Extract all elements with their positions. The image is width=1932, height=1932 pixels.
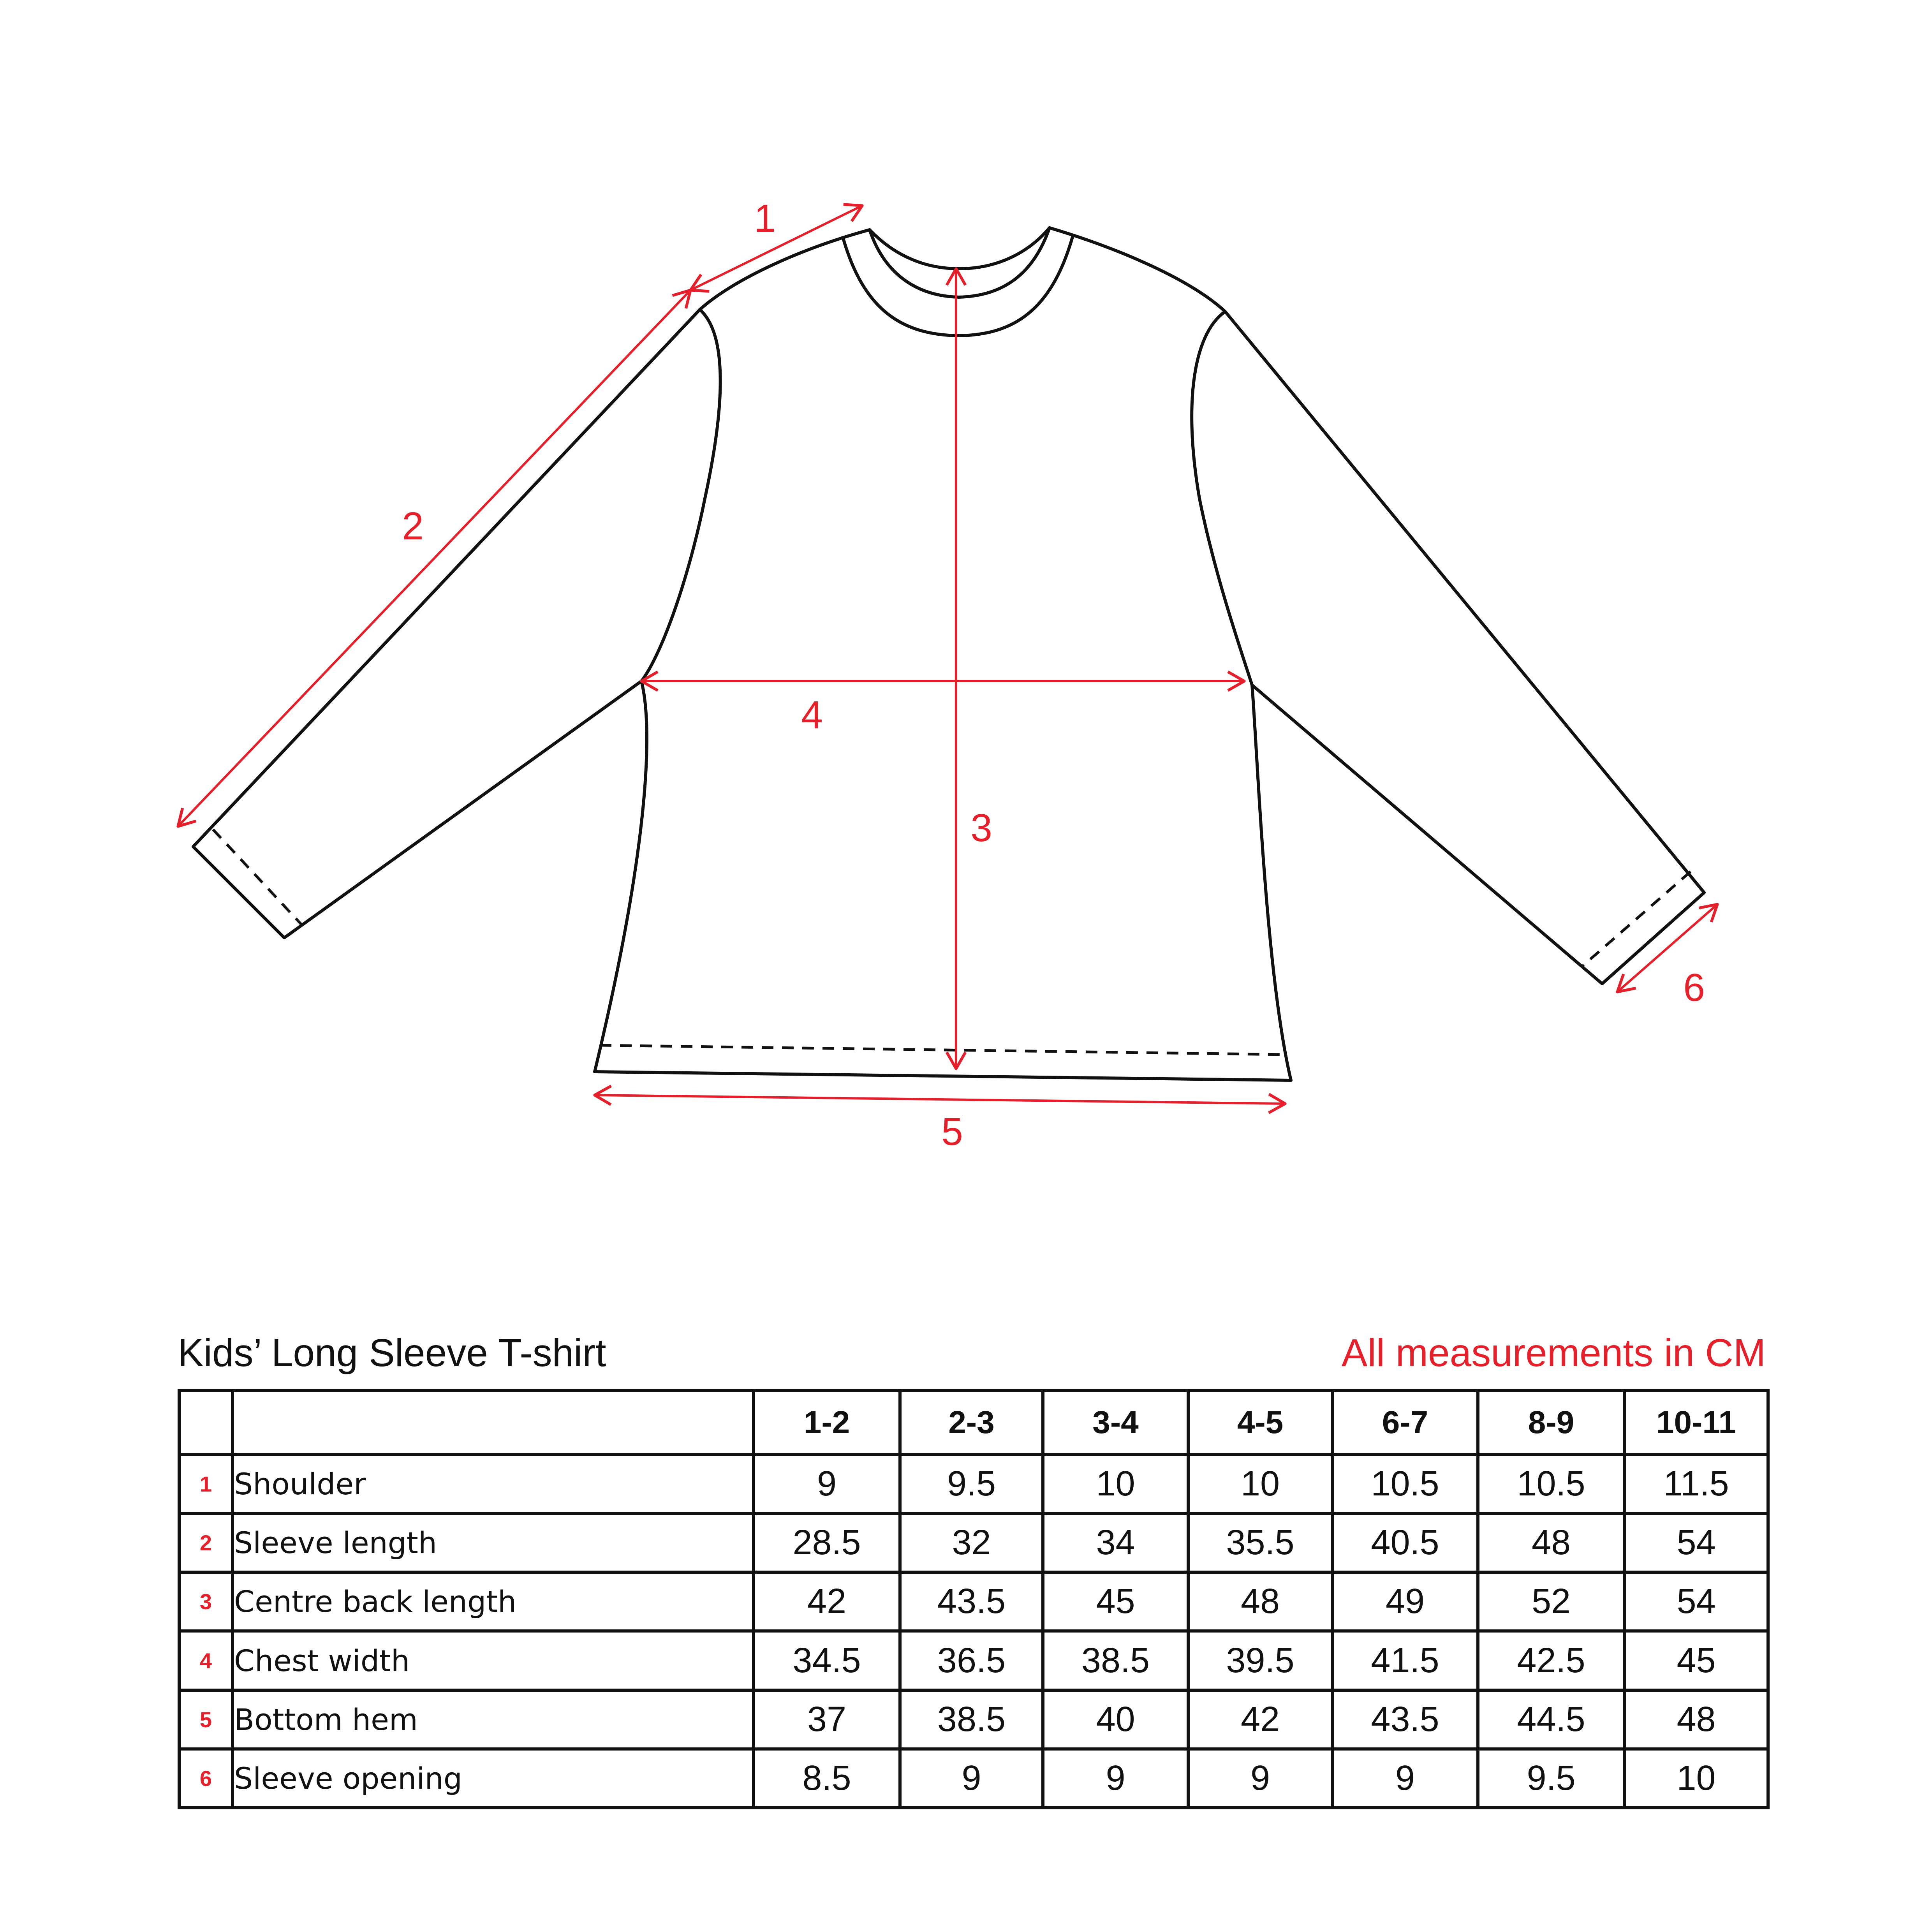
measurement-cell: 54 xyxy=(1624,1572,1768,1631)
size-header: 2-3 xyxy=(900,1390,1043,1455)
left-sleeve-outer xyxy=(193,310,700,938)
table-title: Kids’ Long Sleeve T-shirt xyxy=(178,1331,606,1375)
hem-stitch xyxy=(600,1045,1285,1055)
marker-6: 6 xyxy=(1683,966,1705,1009)
row-label: Chest width xyxy=(232,1631,754,1690)
table-row xyxy=(179,1690,1768,1749)
measurement-cell: 40.5 xyxy=(1332,1513,1478,1572)
tshirt-outline xyxy=(193,228,1704,1080)
measurement-cell: 10 xyxy=(1624,1749,1768,1808)
row-label: Shoulder xyxy=(232,1455,754,1513)
table-row xyxy=(179,1513,1768,1572)
right-sleeve-outer xyxy=(1225,312,1704,984)
measurement-cell: 32 xyxy=(900,1513,1043,1572)
measurement-cell: 39.5 xyxy=(1188,1631,1332,1690)
header-index-cell xyxy=(179,1390,232,1455)
measurement-cell: 42 xyxy=(1188,1690,1332,1749)
measurement-cell: 9.5 xyxy=(900,1455,1043,1513)
neckline-inner xyxy=(870,228,1050,297)
measurement-cell: 9 xyxy=(1043,1749,1188,1808)
measurement-cell: 10.5 xyxy=(1332,1455,1478,1513)
measurement-cell: 9 xyxy=(900,1749,1043,1808)
measurement-cell: 10 xyxy=(1188,1455,1332,1513)
hem-line xyxy=(595,1072,1291,1080)
measurement-cell: 41.5 xyxy=(1332,1631,1478,1690)
measurement-cell: 11.5 xyxy=(1624,1455,1768,1513)
table-row xyxy=(179,1631,1768,1690)
marker-1: 1 xyxy=(754,197,776,240)
measurement-cell: 43.5 xyxy=(1332,1690,1478,1749)
row-label: Centre back length xyxy=(232,1572,754,1631)
row-index: 3 xyxy=(179,1572,232,1631)
measurement-cell: 38.5 xyxy=(900,1690,1043,1749)
marker-2: 2 xyxy=(402,504,424,548)
size-header: 8-9 xyxy=(1478,1390,1624,1455)
measurement-cell: 38.5 xyxy=(1043,1631,1188,1690)
row-label: Sleeve opening xyxy=(232,1749,754,1808)
measurement-cell: 42 xyxy=(754,1572,900,1631)
measurement-lines xyxy=(178,206,1717,1104)
left-body-side xyxy=(595,681,647,1072)
size-header: 4-5 xyxy=(1188,1390,1332,1455)
measurement-cell: 28.5 xyxy=(754,1513,900,1572)
measurement-cell: 43.5 xyxy=(900,1572,1043,1631)
measurement-cell: 34.5 xyxy=(754,1631,900,1690)
size-header: 3-4 xyxy=(1043,1390,1188,1455)
measurement-cell: 9 xyxy=(754,1455,900,1513)
row-index: 4 xyxy=(179,1631,232,1690)
table-row xyxy=(179,1572,1768,1631)
size-header: 10-11 xyxy=(1624,1390,1768,1455)
row-label: Bottom hem xyxy=(232,1690,754,1749)
measurement-cell: 9 xyxy=(1332,1749,1478,1808)
table-row xyxy=(179,1455,1768,1513)
measurement-cell: 9 xyxy=(1188,1749,1332,1808)
measurement-cell: 54 xyxy=(1624,1513,1768,1572)
marker-3: 3 xyxy=(970,806,992,850)
measurement-cell: 42.5 xyxy=(1478,1631,1624,1690)
measurement-cell: 45 xyxy=(1624,1631,1768,1690)
header-row xyxy=(179,1390,1768,1455)
measurement-cell: 37 xyxy=(754,1690,900,1749)
header-label-cell xyxy=(232,1390,754,1455)
right-body-side xyxy=(1252,685,1291,1080)
measurement-cell: 10 xyxy=(1043,1455,1188,1513)
row-index: 2 xyxy=(179,1513,232,1572)
neck-inner-top xyxy=(870,228,1050,269)
size-chart-table xyxy=(178,1389,1770,1809)
measurement-cell: 48 xyxy=(1478,1513,1624,1572)
measurement-cell: 10.5 xyxy=(1478,1455,1624,1513)
size-header: 1-2 xyxy=(754,1390,900,1455)
measurement-cell: 9.5 xyxy=(1478,1749,1624,1808)
measurement-cell: 44.5 xyxy=(1478,1690,1624,1749)
left-armhole xyxy=(641,310,720,681)
measurement-cell: 35.5 xyxy=(1188,1513,1332,1572)
right-shoulder-line xyxy=(1050,228,1225,312)
measurement-cell: 52 xyxy=(1478,1572,1624,1631)
table-row xyxy=(179,1749,1768,1808)
units-note: All measurements in CM xyxy=(1341,1331,1766,1375)
sleeve-length-arrow xyxy=(178,290,690,826)
size-header: 6-7 xyxy=(1332,1390,1478,1455)
shoulder-arrow xyxy=(690,206,862,290)
row-index: 5 xyxy=(179,1690,232,1749)
measurement-cell: 48 xyxy=(1188,1572,1332,1631)
marker-5: 5 xyxy=(941,1110,963,1154)
measurement-cell: 45 xyxy=(1043,1572,1188,1631)
row-label: Sleeve length xyxy=(232,1513,754,1572)
measurement-cell: 40 xyxy=(1043,1690,1188,1749)
right-armhole xyxy=(1192,312,1252,685)
measurement-cell: 34 xyxy=(1043,1513,1188,1572)
measurement-cell: 49 xyxy=(1332,1572,1478,1631)
measurement-cell: 36.5 xyxy=(900,1631,1043,1690)
bottom-hem-arrow xyxy=(595,1095,1285,1104)
row-index: 6 xyxy=(179,1749,232,1808)
marker-4: 4 xyxy=(801,693,823,737)
measurement-cell: 8.5 xyxy=(754,1749,900,1808)
measurement-markers xyxy=(402,197,1705,1154)
measurement-cell: 48 xyxy=(1624,1690,1768,1749)
row-index: 1 xyxy=(179,1455,232,1513)
